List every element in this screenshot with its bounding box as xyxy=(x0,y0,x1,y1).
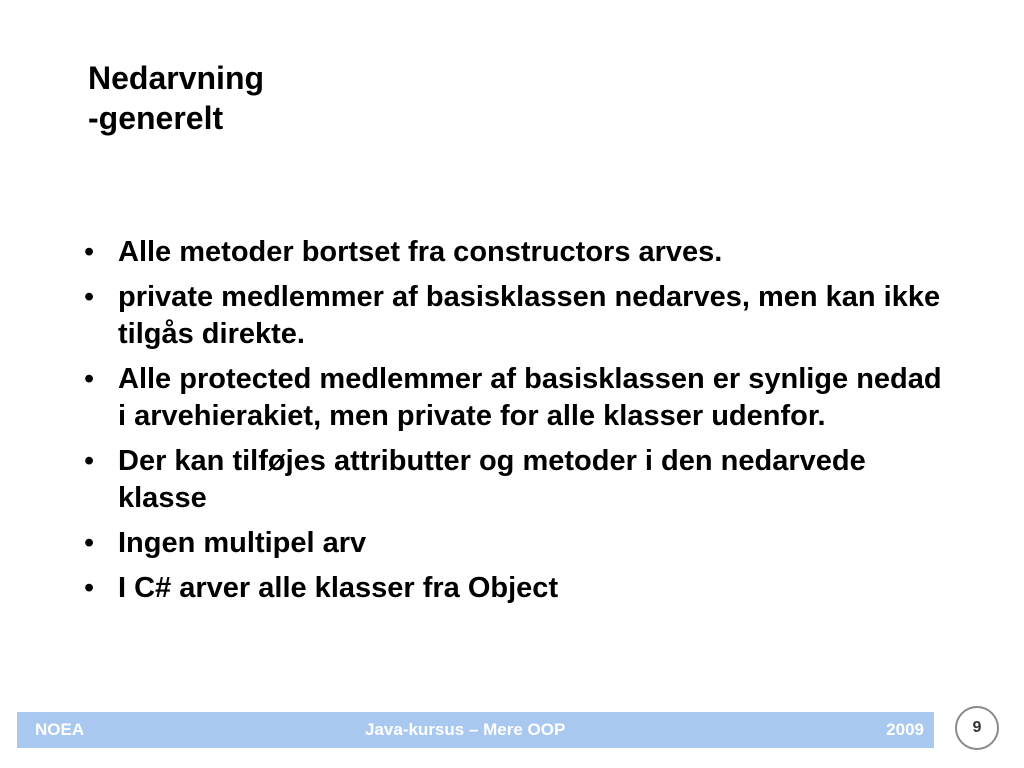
footer-organization: NOEA xyxy=(35,720,85,739)
bullet-item: • private medlemmer af basisklassen nedarves, men kan ikke tilgås direkte. xyxy=(72,279,952,353)
page-number: 9 xyxy=(955,706,999,750)
slide-title-line-2: -generelt xyxy=(88,100,224,136)
footer-bar xyxy=(17,712,934,748)
bullet-item: • Alle protected medlemmer af basisklassen er synlige nedad i arvehierakiet, men private for alle klasser udenfor. xyxy=(72,361,952,435)
bullet-item: • Alle metoder bortset fra constructors arves. xyxy=(72,234,952,271)
footer-year: 2009 xyxy=(886,720,924,739)
bullet-list xyxy=(72,234,952,615)
bullet-item: • Der kan tilføjes attributter og metoder i den nedarvede klasse xyxy=(72,443,952,517)
footer-course-title: Java-kursus – Mere OOP xyxy=(365,720,566,739)
bullet-item: • Ingen multipel arv xyxy=(72,525,952,562)
bullet-item: • I C# arver alle klasser fra Object xyxy=(72,570,952,607)
slide-title-line-1: Nedarvning xyxy=(88,60,265,96)
slide-title xyxy=(88,58,264,138)
